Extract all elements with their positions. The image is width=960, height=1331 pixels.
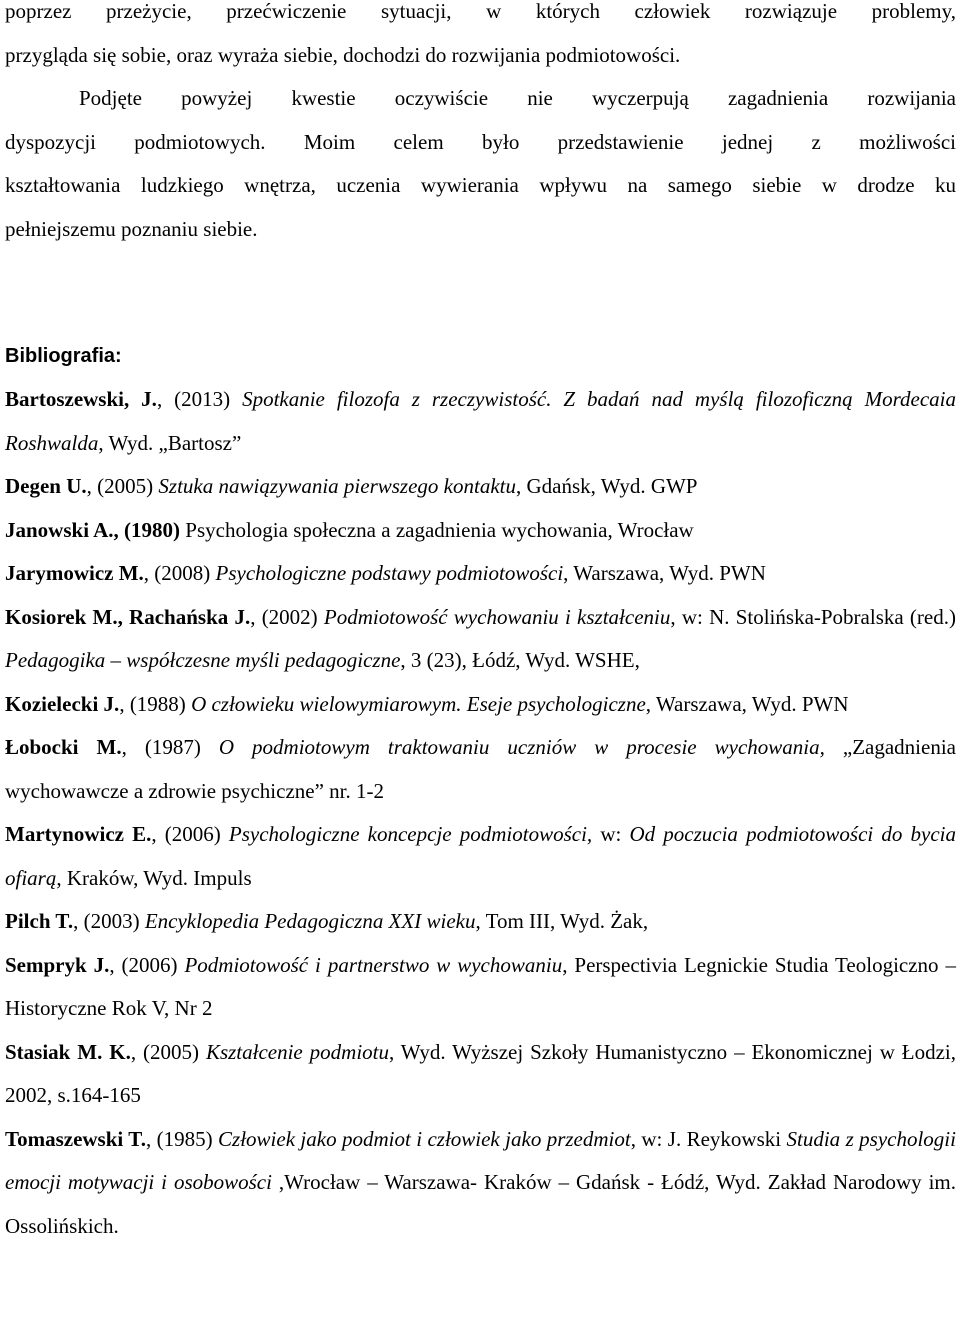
- bibliography-entry: [5, 596, 956, 683]
- entry-year: , (2006): [151, 822, 229, 846]
- entry-author: Jarymowicz M.: [5, 561, 144, 585]
- entry-title: Spotkanie filozofa z rzeczywistość. Z badań nad myślą filozoficzną Mordecaia Roshwalda: [5, 387, 956, 455]
- intro-paragraph-1-line-1: poprzez przeżycie, przećwiczenie sytuacji, w których człowiek rozwiązuje problemy,: [5, 0, 956, 23]
- entry-year: , (1988): [119, 691, 192, 716]
- bibliography-entry: [5, 726, 956, 813]
- entry-publisher: ,Wrocław – Warszawa- Kraków – Gdańsk - Łódź, Wyd. Zakład Narodowy im. Ossolińskich.: [5, 1170, 956, 1238]
- entry-author: Degen U.: [5, 474, 87, 498]
- bibliography-entry: [5, 813, 956, 900]
- entry-year: , (2002): [250, 604, 324, 629]
- entry-title: Podmiotowość wychowaniu i kształceniu: [323, 604, 671, 629]
- bibliography-heading: Bibliografia:: [5, 345, 122, 367]
- entry-publisher: , Warszawa, Wyd. PWN: [645, 691, 849, 716]
- entry-collection-title: Od poczucia podmiotowości do bycia ofiarą: [5, 822, 957, 890]
- entry-editor: , w: N. Stolińska-Pobralska (red.): [670, 604, 956, 629]
- entry-journal: „Zagadnienia wychowawcze a zdrowie psychiczne” nr. 1-2: [5, 735, 956, 803]
- entry-title: Psychologiczne podstawy podmiotowości: [215, 561, 564, 585]
- entry-title: Psychologia społeczna a zagadnienia wychowania, Wrocław: [185, 517, 694, 542]
- entry-year: , (1980): [113, 517, 186, 542]
- entry-year: , (2006): [109, 952, 185, 977]
- intro-paragraph-2-line-1: Podjęte powyżej kwestie oczywiście nie wyczerpują zagadnienia rozwijania: [79, 86, 956, 110]
- intro-paragraph-2-line-4: pełniejszemu poznaniu siebie.: [5, 216, 258, 241]
- entry-title: Człowiek jako podmiot i człowiek jako przedmiot: [218, 1126, 631, 1151]
- entry-publisher: , Wyd. „Bartosz”: [98, 430, 242, 455]
- bibliography-entry: [5, 378, 956, 465]
- entry-author: Martynowicz E.: [5, 822, 152, 846]
- entry-title: Encyklopedia Pedagogiczna XXI wieku: [144, 909, 476, 933]
- entry-author: Łobocki M.: [5, 735, 122, 759]
- entry-publisher: , 3 (23), Łódź, Wyd. WSHE,: [400, 648, 640, 672]
- intro-paragraph-1-line-2: przygląda się sobie, oraz wyraża siebie, dochodzi do rozwijania podmiotowości.: [5, 42, 681, 67]
- bibliography-entry: [5, 552, 956, 596]
- intro-text: [5, 0, 956, 251]
- entry-author: Kosiorek M., Rachańska J.: [5, 604, 251, 629]
- entry-publisher: , Kraków, Wyd. Impuls: [56, 865, 252, 890]
- entry-year: , (2005): [86, 474, 159, 498]
- bibliography-entry: [5, 465, 956, 509]
- entry-title: O człowieku wielowymiarowym. Eseje psychologiczne: [191, 691, 646, 716]
- entry-publisher: , Gdańsk, Wyd. GWP: [515, 474, 698, 498]
- entry-year: , (2008): [143, 561, 216, 585]
- entry-publisher: , Wyd. Wyższej Szkoły Humanistyczno – Ekonomicznej w Łodzi, 2002, s.164-165: [5, 1039, 957, 1107]
- entry-in: , w: J. Reykowski: [630, 1126, 787, 1151]
- entry-year: , (1985): [145, 1126, 219, 1151]
- entry-collection-title: Pedagogika – współczesne myśli pedagogiczne: [5, 648, 401, 672]
- entry-title: O podmiotowym traktowaniu uczniów w procesie wychowania,: [218, 735, 825, 759]
- bibliography-entry: [5, 944, 956, 1031]
- entry-in: w:: [592, 822, 630, 846]
- entry-title: Podmiotowość i partnerstwo w wychowaniu: [184, 952, 563, 977]
- entry-title: Psychologiczne koncepcje podmiotowości,: [228, 822, 593, 846]
- entry-author: Sempryk J.: [5, 952, 110, 977]
- intro-paragraph-2-line-2: dyspozycji podmiotowych. Moim celem było przedstawienie jednej z możliwości: [5, 129, 956, 154]
- bibliography-entry: [5, 900, 956, 944]
- entry-year: , (1987): [121, 735, 219, 759]
- entry-author: Tomaszewski T.: [5, 1126, 146, 1151]
- bibliography-entry: [5, 683, 956, 727]
- entry-title: Kształcenie podmiotu: [205, 1039, 390, 1064]
- entry-author: Bartoszewski, J.: [5, 387, 157, 411]
- entry-publisher: , Warszawa, Wyd. PWN: [563, 561, 766, 585]
- entry-title: Sztuka nawiązywania pierwszego kontaktu: [158, 474, 516, 498]
- entry-publisher: , Perspectivia Legnickie Studia Teologiczno – Historyczne Rok V, Nr 2: [5, 952, 956, 1020]
- entry-author: Kozielecki J.: [5, 691, 120, 716]
- entry-year: , (2005): [130, 1039, 206, 1064]
- entry-collection-title: Studia z psychologii emocji motywacji i osobowości: [5, 1126, 956, 1194]
- entry-year: , (2003): [73, 909, 145, 933]
- entry-author: Stasiak M. K.: [5, 1039, 131, 1064]
- entry-publisher: , Tom III, Wyd. Żak,: [475, 909, 649, 933]
- bibliography-list: [5, 378, 956, 1248]
- bibliography-entry: [5, 1118, 956, 1249]
- bibliography-entry: [5, 509, 956, 553]
- entry-author: Janowski A.: [5, 517, 114, 542]
- intro-paragraph-2-line-3: kształtowania ludzkiego wnętrza, uczenia wywierania wpływu na samego siebie w drodze ku: [5, 173, 956, 197]
- entry-author: Pilch T.: [5, 909, 74, 933]
- entry-year: , (2013): [156, 387, 243, 411]
- bibliography-entry: [5, 1031, 956, 1118]
